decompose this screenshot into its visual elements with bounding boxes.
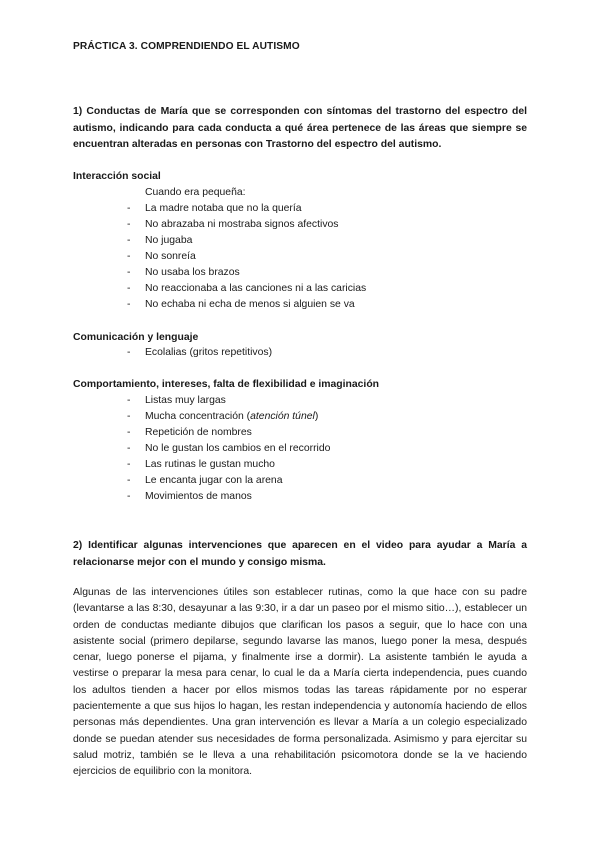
list-item: - No le gustan los cambios en el recorrido	[127, 443, 331, 454]
list-item: - Las rutinas le gustan mucho	[127, 459, 275, 470]
list-item: - Movimientos de manos	[127, 491, 252, 502]
list-item: - Listas muy largas	[127, 395, 226, 406]
list-behavior	[73, 393, 513, 505]
list-item: - No sonreía	[127, 251, 196, 262]
answer-paragraph: Algunas de las intervenciones útiles son establecer rutinas, como la que hace con su padre (levantarse a las 8:30, desayunar a las 9:30, ir a dar un paseo por el mismo sitio…), establecer un orden de conductas mediante dibujos que clarifican los pasos a seguir, que lo hace con una asistente social (primero depilarse, segundo lavarse las manos, luego poner la mesa, después cenar, luego ponerse el pijama, y finalmente irse a dormir). La asistente también le ayuda a vestirse o preparar la mesa para cenar, lo cual le da a María cierta independencia, pues cuando los adultos tienden a hacer por ellos mismos todas las tareas rápidamente por no esperar pacientemente a que sus hijos lo hagan, les restan independencia y autonomía haciendo de ellos personas más dependientes. Una gran intervención es llevar a María a un colegio especializado donde se puedan atender sus necesidades de forma personalizada. Asimismo y para ejercitar su salud motriz, también se le lleva a una rehabilitación psicomotora donde se la ve haciendo ejercicios de equilibrio con la monitora.	[73, 587, 527, 778]
list-item: - Repetición de nombres	[127, 427, 252, 438]
question-2: 2) Identificar algunas intervenciones que aparecen en el video para ayudar a María a relacionarse mejor con el mundo y consigo misma.	[73, 540, 527, 568]
list-item: - Le encanta jugar con la arena	[127, 475, 283, 486]
list-item: - No jugaba	[127, 235, 193, 246]
page-title: PRÁCTICA 3. COMPRENDIENDO EL AUTISMO	[73, 41, 300, 52]
section-heading-behavior: Comportamiento, intereses, falta de flexibilidad e imaginación	[73, 379, 380, 390]
list-item: - Mucha concentración (atención túnel)	[127, 411, 319, 422]
list-communication	[73, 345, 513, 361]
list-item-text-italic-mix: Mucha concentración (atención túnel)	[145, 411, 319, 422]
list-item: - No usaba los brazos	[127, 267, 240, 278]
list-item: - Ecolalias (gritos repetitivos)	[127, 347, 273, 358]
list-item: - No echaba ni echa de menos si alguien se va	[127, 299, 355, 310]
section-heading-communication: Comunicación y lenguaje	[73, 332, 199, 343]
list-item: - No reaccionaba a las canciones ni a las caricias	[127, 283, 367, 294]
section-intro: Cuando era pequeña:	[145, 187, 246, 198]
question-1: 1) Conductas de María que se corresponden con síntomas del trastorno del espectro del autismo, indicando para cada conducta a qué área pertenece de las áreas que siempre se encuentran alteradas en personas con Trastorno del espectro del autismo.	[73, 106, 527, 150]
section-heading-social: Interacción social	[73, 171, 161, 182]
list-item: - La madre notaba que no la quería	[127, 203, 302, 214]
list-item: - No abrazaba ni mostraba signos afectivos	[127, 219, 339, 230]
list-social	[73, 201, 513, 313]
